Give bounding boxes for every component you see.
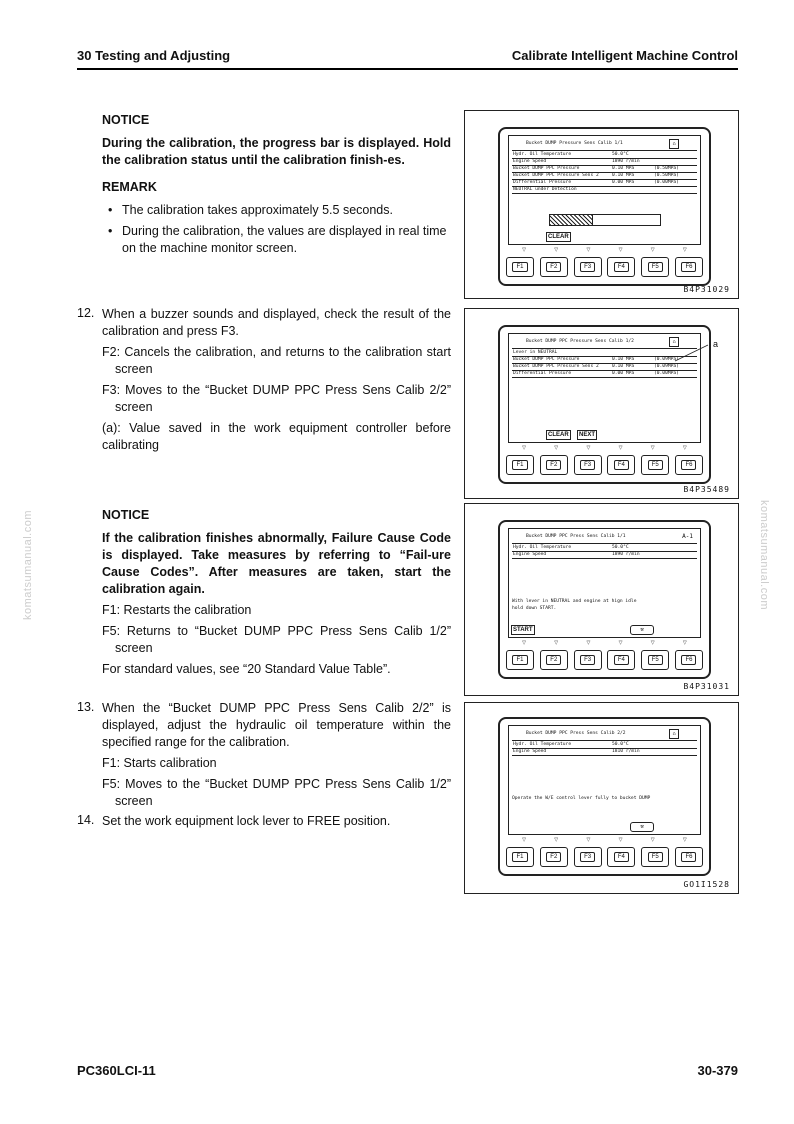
function-keys	[506, 257, 703, 277]
step-text: When a buzzer sounds and displayed, check the result of the calibration and press F3.	[102, 307, 451, 338]
machine-monitor	[498, 520, 711, 679]
notice-progress-section	[102, 112, 451, 261]
figure-calibration-failure	[464, 503, 739, 696]
f5-key-label: F5	[648, 655, 663, 665]
f3-description: F3: Moves to the “Bucket DUMP PPC Press Sens Calib 2/2” screen	[102, 383, 451, 414]
row-value: 1890 r/min	[612, 159, 640, 164]
step-number: 12.	[77, 306, 95, 320]
down-triangle-icon: ▽	[522, 837, 526, 843]
down-triangle-icon: ▽	[554, 247, 559, 253]
step-text: Set the work equipment lock lever to FREE position.	[102, 814, 391, 828]
f6-key-label: F6	[681, 655, 696, 665]
down-triangle-icon: ▽	[650, 247, 655, 253]
screen-title-bar	[512, 728, 697, 741]
f5-key[interactable]	[641, 257, 669, 277]
down-triangle-icon: ▽	[618, 247, 623, 253]
row-label: Bucket DUMP PPC Pressure	[513, 166, 580, 171]
start-button[interactable]: START	[513, 627, 533, 633]
row-label: Hydr. Oil Temperature	[513, 742, 572, 747]
down-triangle-icon: ▽	[522, 640, 526, 646]
row-label: Lever in NEUTRAL	[513, 350, 558, 355]
f1-key-label: F1	[512, 655, 527, 665]
header-topic-title: Calibrate Intelligent Machine Control	[511, 48, 738, 63]
softkey-indicators	[508, 247, 701, 253]
row-label: Differential Pressure	[513, 371, 572, 376]
step-13	[102, 700, 451, 814]
down-triangle-icon: ▽	[650, 640, 655, 646]
footer-page-number: 30-379	[697, 1063, 738, 1078]
step-12	[102, 306, 451, 458]
down-triangle-icon: ▽	[682, 640, 687, 646]
figure-calibration-progress	[464, 110, 739, 299]
down-triangle-icon: ▽	[522, 247, 526, 253]
row-saved-value: (0.00MPa)	[654, 371, 679, 376]
footer-model: PC360LCI-11	[77, 1063, 156, 1078]
screen-message: hold down START.	[512, 606, 557, 611]
f4-key-label: F4	[614, 852, 629, 862]
figure-id: GO1I1528	[683, 880, 730, 889]
f3-key[interactable]	[574, 455, 602, 475]
row-saved-value: (0.09MPa)	[654, 364, 679, 369]
figure-id: B4P31029	[683, 285, 730, 294]
home-icon: ⌂	[669, 729, 679, 739]
watermark-left: komatsumanual.com	[22, 510, 34, 620]
row-label: Bucket DUMP PPC Pressure Sens 2	[513, 173, 599, 178]
down-triangle-icon: ▽	[618, 640, 623, 646]
f1-description: F1: Starts calibration	[102, 756, 217, 770]
header-rule	[77, 68, 738, 70]
row-label: Hydr. Oil Temperature	[513, 545, 572, 550]
clear-button[interactable]: CLEAR	[548, 234, 569, 240]
f2-key-label: F2	[546, 852, 561, 862]
f2-key[interactable]	[540, 455, 568, 475]
f1-key[interactable]	[506, 847, 534, 867]
down-triangle-icon: ▽	[650, 445, 655, 451]
row-label: NEUTRAL under Detection	[513, 187, 577, 192]
screen-title: Bucket DUMP PPC Pressure Sens Calib 1/2	[526, 339, 634, 344]
home-icon: ⌂	[669, 139, 679, 149]
f2-key-label: F2	[546, 262, 561, 272]
f3-key[interactable]	[574, 847, 602, 867]
failure-cause-code: A-1	[682, 533, 693, 540]
f4-key[interactable]	[607, 455, 635, 475]
f6-key[interactable]	[675, 257, 703, 277]
screen-message: Operate the W/E control lever fully to bucket DUMP	[512, 796, 651, 801]
screen-title-bar	[512, 138, 697, 151]
f5-description: F5: Returns to “Bucket DUMP PPC Press Sens Calib 1/2” screen	[102, 624, 451, 655]
f1-key[interactable]	[506, 455, 534, 475]
callout-label: a	[712, 339, 718, 349]
f4-key-label: F4	[614, 262, 629, 272]
f5-key[interactable]	[641, 650, 669, 670]
row-value: 50.0°C	[612, 742, 629, 747]
down-triangle-icon: ▽	[682, 445, 687, 451]
down-triangle-icon: ▽	[618, 445, 623, 451]
remark-heading: REMARK	[102, 180, 157, 194]
f1-key[interactable]	[506, 650, 534, 670]
f6-key-label: F6	[681, 852, 696, 862]
function-keys	[506, 455, 703, 475]
figure-calibration-result	[464, 308, 739, 499]
f3-key-label: F3	[580, 460, 595, 470]
down-triangle-icon: ▽	[586, 247, 591, 253]
notice-text: If the calibration finishes abnormally, Failure Cause Code is displayed. Take measures by referring to “Fail-ure Cause Codes”. After measures are taken, start the calibration again.	[102, 531, 451, 596]
screen-row	[512, 551, 697, 559]
row-saved-value: (0.09MPa)	[654, 357, 679, 362]
monitor-screen	[508, 135, 701, 245]
softkey-indicators	[508, 837, 701, 843]
f1-key-label: F1	[512, 460, 527, 470]
callout-leader-line	[465, 309, 738, 369]
machine-monitor	[498, 127, 711, 286]
screen-title-bar	[512, 531, 697, 544]
down-triangle-icon: ▽	[650, 837, 655, 843]
figure-id: B4P31031	[683, 682, 730, 691]
progress-bar-fill	[550, 215, 593, 225]
down-triangle-icon: ▽	[618, 837, 623, 843]
f6-key[interactable]	[675, 847, 703, 867]
down-triangle-icon: ▽	[522, 445, 526, 451]
figure-calibration-step2	[464, 702, 739, 894]
row-saved-value: (0.50MPa)	[654, 173, 679, 178]
tool-icon[interactable]: ⚒	[630, 625, 654, 635]
f5-key-label: F5	[648, 852, 663, 862]
softkey-indicators	[508, 445, 701, 451]
f4-key[interactable]	[607, 257, 635, 277]
step-number: 14.	[77, 813, 95, 827]
down-triangle-icon: ▽	[682, 837, 687, 843]
f6-key[interactable]	[675, 650, 703, 670]
down-triangle-icon: ▽	[682, 247, 687, 253]
f3-key-label: F3	[580, 262, 595, 272]
notice-heading: NOTICE	[102, 508, 150, 522]
f5-key-label: F5	[648, 262, 663, 272]
f6-key-label: F6	[681, 262, 696, 272]
f5-key[interactable]	[641, 455, 669, 475]
screen-row	[512, 370, 697, 378]
remark-item: • The calibration takes approximately 5.5 seconds.	[102, 202, 451, 219]
f3-key[interactable]	[574, 650, 602, 670]
standard-values-note: For standard values, see “20 Standard Value Table”.	[102, 662, 391, 676]
remark-list	[102, 202, 451, 257]
monitor-screen	[508, 528, 701, 638]
remark-item: • During the calibration, the values are displayed in real time on the machine monitor screen.	[102, 223, 451, 257]
callout-a-description: (a): Value saved in the work equipment controller before calibrating	[102, 421, 451, 452]
down-triangle-icon: ▽	[554, 837, 559, 843]
f3-key-label: F3	[580, 655, 595, 665]
figure-id: B4P35489	[683, 485, 730, 494]
f4-key[interactable]	[607, 650, 635, 670]
f2-key-label: F2	[546, 655, 561, 665]
watermark-right: komatsumanual.com	[758, 500, 770, 610]
f4-key-label: F4	[614, 655, 629, 665]
f6-key[interactable]	[675, 455, 703, 475]
screen-row	[512, 748, 697, 756]
row-label: Engine Speed	[513, 552, 547, 557]
notice-heading: NOTICE	[102, 113, 150, 127]
row-label: Engine Speed	[513, 749, 547, 754]
f5-key-label: F5	[648, 460, 663, 470]
f1-key-label: F1	[512, 262, 527, 272]
down-triangle-icon: ▽	[554, 640, 559, 646]
screen-title: Bucket DUMP Pressure Sens Calib 1/1	[526, 141, 623, 146]
down-triangle-icon: ▽	[586, 837, 591, 843]
down-triangle-icon: ▽	[586, 445, 591, 451]
function-keys	[506, 650, 703, 670]
down-triangle-icon: ▽	[586, 640, 591, 646]
notice-text: During the calibration, the progress bar is displayed. Hold the calibration status until the calibration finish-es.	[102, 136, 451, 167]
progress-bar	[549, 214, 661, 226]
f2-description: F2: Cancels the calibration, and returns to the calibration start screen	[102, 345, 451, 376]
step-text: When the “Bucket DUMP PPC Press Sens Calib 2/2” is displayed, adjust the hydraulic oil temperature within the specified range for the calibration.	[102, 701, 451, 749]
screen-row	[512, 186, 697, 194]
f1-key[interactable]	[506, 257, 534, 277]
row-label: Bucket DUMP PPC Pressure Sens 2	[513, 364, 599, 369]
f2-key-label: F2	[546, 460, 561, 470]
screen-title: Bucket DUMP PPC Press Sens Calib 2/2	[526, 731, 626, 736]
f3-key-label: F3	[580, 852, 595, 862]
row-value: 0.10 MPa	[612, 173, 635, 178]
row-saved-value: (0.50MPa)	[654, 166, 679, 171]
f1-key-label: F1	[512, 852, 527, 862]
row-value: 0.10 MPa	[612, 364, 635, 369]
f4-key[interactable]	[607, 847, 635, 867]
f5-description: F5: Moves to the “Bucket DUMP PPC Press Sens Calib 1/2” screen	[102, 777, 451, 808]
home-icon: ⌂	[669, 337, 679, 347]
step-14	[102, 813, 451, 834]
row-label: Bucket DUMP PPC Pressure	[513, 357, 580, 362]
row-value: 0.10 MPa	[612, 166, 635, 171]
f2-key[interactable]	[540, 650, 568, 670]
row-value: 50.0°C	[612, 152, 629, 157]
row-value: 1810 r/min	[612, 749, 640, 754]
f2-key[interactable]	[540, 847, 568, 867]
machine-monitor	[498, 717, 711, 876]
monitor-screen	[508, 725, 701, 835]
f6-key-label: F6	[681, 460, 696, 470]
f1-description: F1: Restarts the calibration	[102, 603, 252, 617]
row-value: 0.00 MPa	[612, 180, 635, 185]
step-number: 13.	[77, 700, 95, 714]
screen-message: With lever in NEUTRAL and engine at hign idle	[512, 599, 637, 604]
row-saved-value: (0.00MPa)	[654, 180, 679, 185]
next-button[interactable]: NEXT	[579, 432, 596, 438]
row-value: 1890 r/min	[612, 552, 640, 557]
f2-key[interactable]	[540, 257, 568, 277]
f4-key-label: F4	[614, 460, 629, 470]
notice-failure-section	[102, 507, 451, 682]
f5-key[interactable]	[641, 847, 669, 867]
row-value: 0.10 MPa	[612, 357, 635, 362]
screen-title: Bucket DUMP PPC Press Sens Calib 1/1	[526, 534, 626, 539]
row-value: 50.0°C	[612, 545, 629, 550]
function-keys	[506, 847, 703, 867]
down-triangle-icon: ▽	[554, 445, 559, 451]
softkey-indicators	[508, 640, 701, 646]
header-section-title: 30 Testing and Adjusting	[77, 48, 231, 63]
tool-icon[interactable]: ⚒	[630, 822, 654, 832]
clear-button[interactable]: CLEAR	[548, 432, 569, 438]
row-label: Differential Pressure	[513, 180, 572, 185]
row-label: Engine Speed	[513, 159, 547, 164]
f3-key[interactable]	[574, 257, 602, 277]
row-label: Hydr. Oil Temperature	[513, 152, 572, 157]
row-value: 0.00 MPa	[612, 371, 635, 376]
